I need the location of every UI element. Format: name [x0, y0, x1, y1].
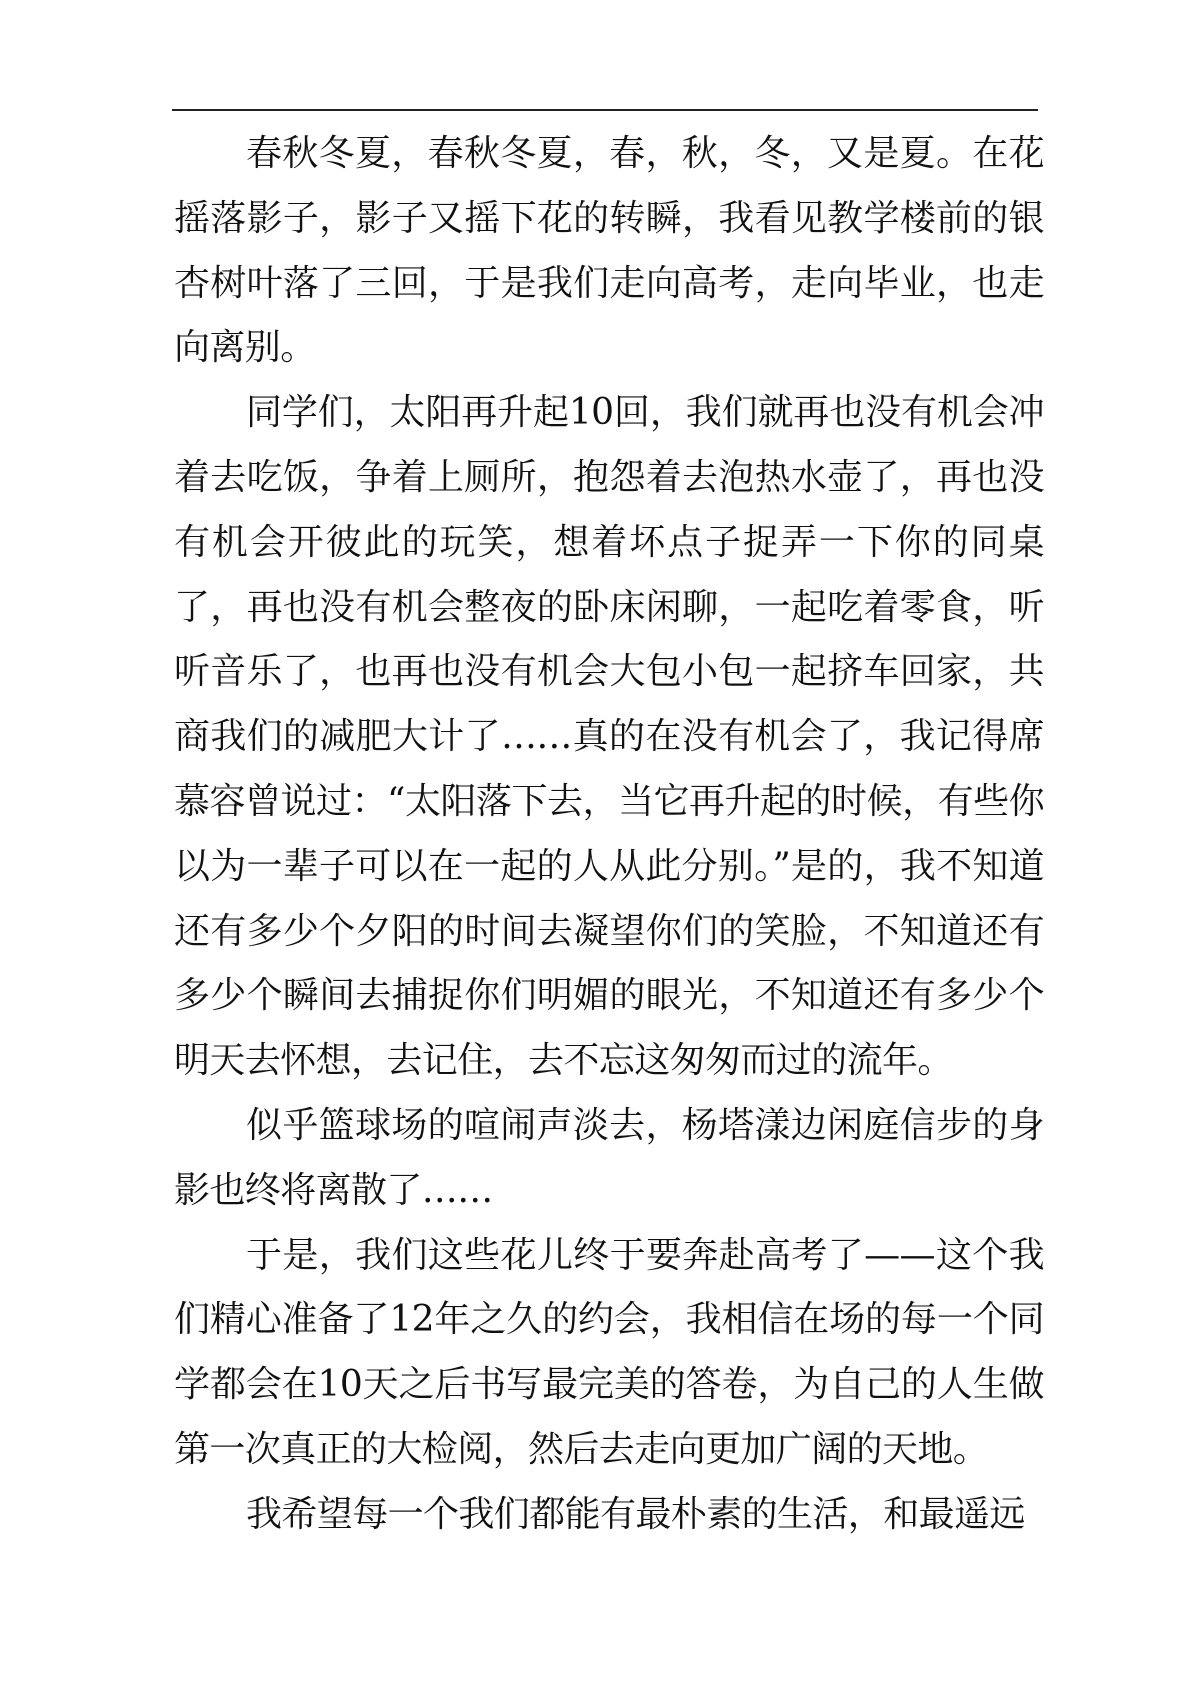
body-text [174, 122, 1044, 1548]
paragraph-2: 同学们，太阳再升起10回，我们就再也没有机会冲着去吃饭，争着上厕所，抱怨着去泡热水壶了，再也没有机会开彼此的玩笑，想着坏点子捉弄一下你的同桌了，再也没有机会整夜的卧床闲聊，一起吃着零食，听听音乐了，也再也没有机会大包小包一起挤车回家，共商我们的减肥大计了……真的在没有机会了，我记得席慕容曾说过：“太阳落下去，当它再升起的时候，有些你以为一辈子可以在一起的人从此分别。”是的，我不知道还有多少个夕阳的时间去凝望你们的笑脸，不知道还有多少个瞬间去捕捉你们明媚的眼光，不知道还有多少个明天去怀想，去记住，去不忘这匆匆而过的流年。 [174, 392, 1044, 1082]
paragraph-1: 春秋冬夏，春秋冬夏，春，秋，冬，又是夏。在花摇落影子，影子又摇下花的转瞬，我看见教学楼前的银杏树叶落了三回，于是我们走向高考，走向毕业，也走向离别。 [174, 133, 1044, 369]
paragraph-5: 我希望每一个我们都能有最朴素的生活，和最遥远 [246, 1493, 1025, 1535]
header-divider [172, 109, 1038, 111]
paragraph-3: 似乎篮球场的喧闹声淡去，杨塔漾边闲庭信步的身影也终将离散了…… [174, 1104, 1044, 1211]
paragraph-4: 于是，我们这些花儿终于要奔赴高考了——这个我们精心准备了12年之久的约会，我相信在场的每一个同学都会在10天之后书写最完美的答卷，为自己的人生做第一次真正的大检阅，然后去走向更加广阔的天地。 [174, 1234, 1044, 1470]
